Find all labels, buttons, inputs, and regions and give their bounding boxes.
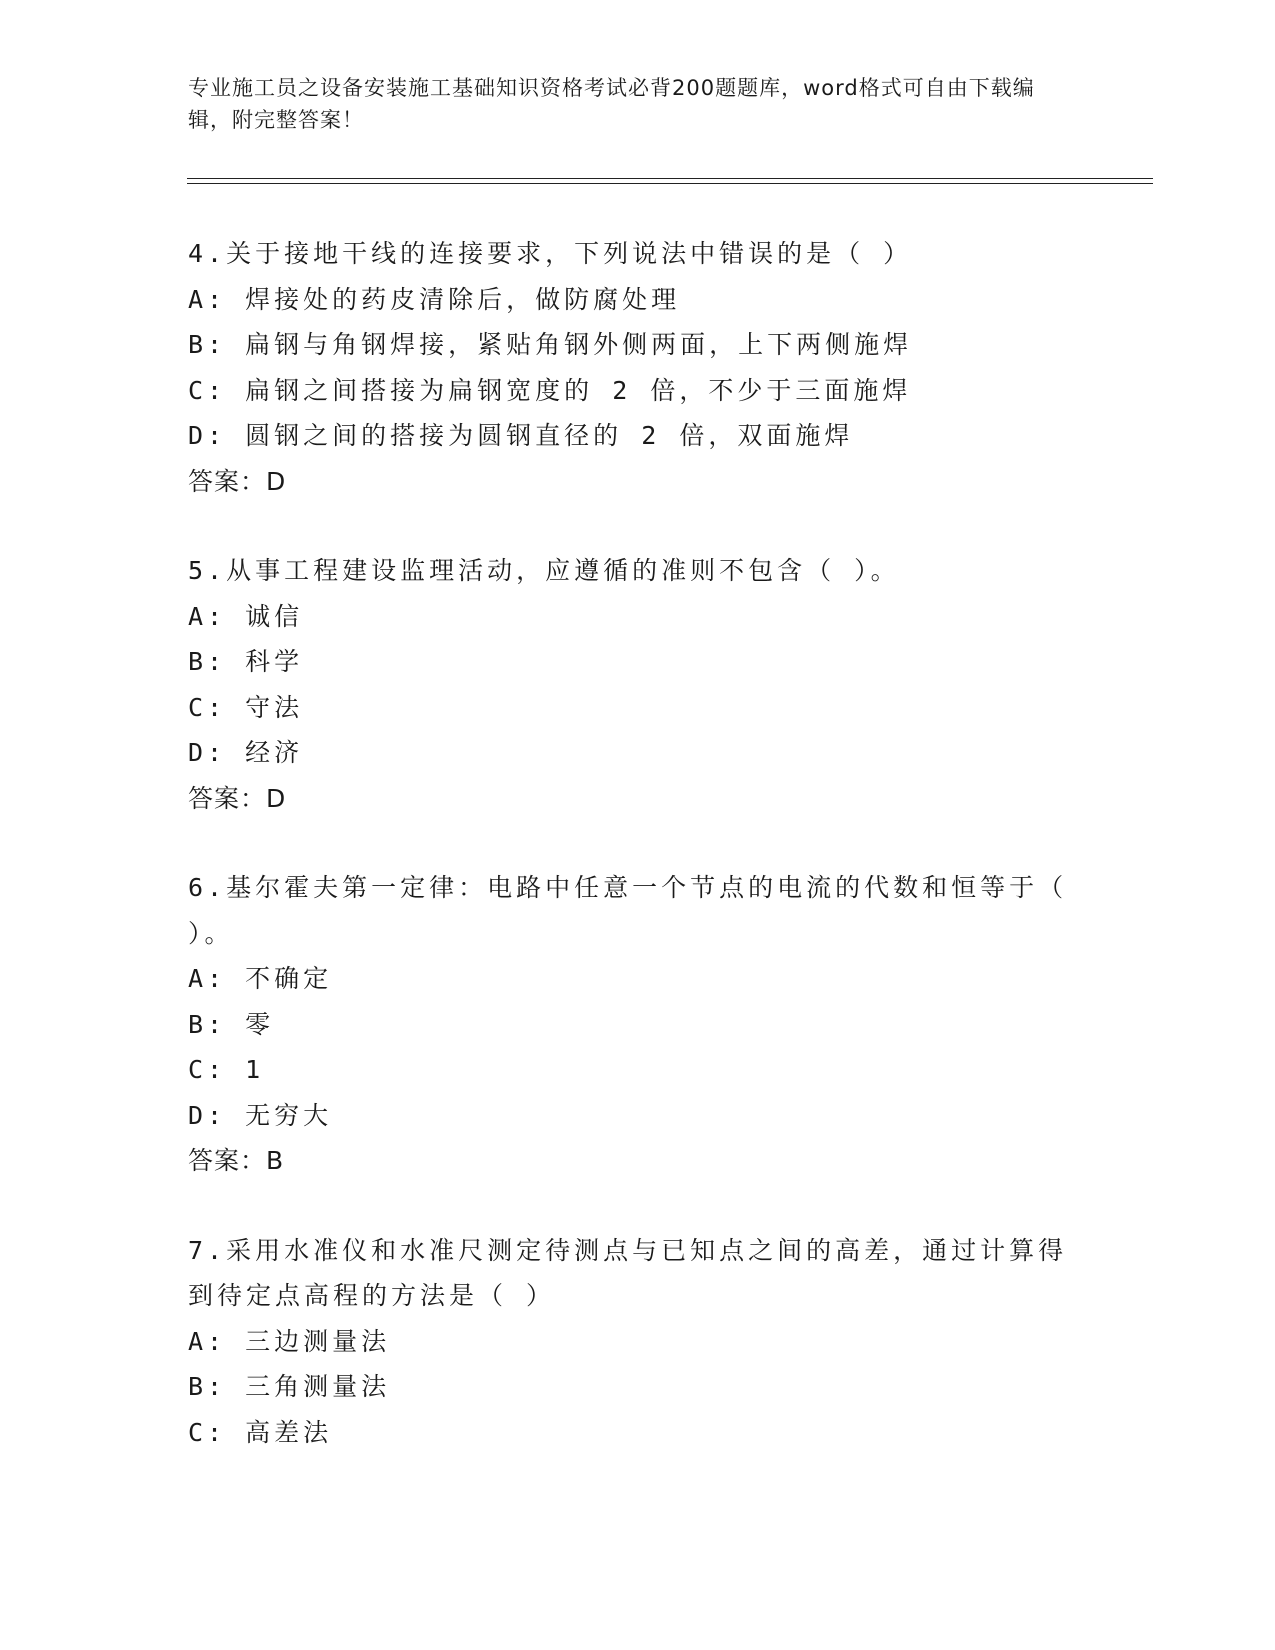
answer-line: 答案：D — [188, 783, 287, 813]
option-label: A: — [188, 964, 227, 993]
option-c — [188, 1410, 1088, 1456]
option-text: 科学 — [245, 647, 304, 676]
header-divider-top — [187, 178, 1153, 179]
option-a — [188, 594, 1088, 640]
option-a — [188, 277, 1088, 323]
option-b — [188, 1002, 1088, 1048]
document-header — [188, 72, 1068, 136]
option-text: 零 — [245, 1009, 275, 1039]
question-6 — [188, 865, 1088, 1184]
option-label: A: — [188, 1326, 227, 1356]
option-text: 圆钢之间的搭接为圆钢直径的 2 倍，双面施焊 — [245, 421, 854, 450]
option-text: 不确定 — [245, 964, 333, 993]
option-label: A: — [188, 601, 227, 631]
option-label: B: — [188, 1009, 227, 1039]
answer-line: 答案：B — [188, 1146, 285, 1175]
option-c — [188, 368, 1088, 414]
option-label: C: — [188, 1417, 227, 1447]
option-label: A: — [188, 284, 227, 314]
option-b — [188, 322, 1088, 368]
question-list — [188, 231, 1088, 1499]
option-text: 高差法 — [245, 1417, 333, 1447]
option-label: C: — [188, 375, 227, 405]
option-label: C: — [188, 692, 227, 722]
option-label: B: — [188, 330, 227, 359]
option-text: 三角测量法 — [245, 1372, 391, 1401]
option-text: 扁钢与角钢焊接，紧贴角钢外侧两面，上下两侧施焊 — [245, 330, 913, 359]
question-4 — [188, 231, 1088, 504]
option-text: 焊接处的药皮清除后，做防腐处理 — [245, 284, 681, 314]
option-d — [188, 730, 1088, 776]
option-label: B: — [188, 1372, 227, 1401]
option-text: 守法 — [245, 692, 304, 722]
option-text: 扁钢之间搭接为扁钢宽度的 2 倍，不少于三面施焊 — [245, 375, 912, 405]
question-5 — [188, 548, 1088, 821]
option-c — [188, 1047, 1088, 1093]
option-label: B: — [188, 647, 227, 676]
option-d — [188, 413, 1088, 459]
question-stem: 6.基尔霍夫第一定律：电路中任意一个节点的电流的代数和恒等于（ ）。 — [188, 873, 1087, 948]
option-b — [188, 1364, 1088, 1410]
question-stem: 4.关于接地干线的连接要求，下列说法中错误的是（ ） — [188, 239, 913, 268]
option-c — [188, 685, 1088, 731]
option-a — [188, 1319, 1088, 1365]
option-label: D: — [188, 738, 227, 767]
document-title: 专业施工员之设备安装施工基础知识资格考试必背200题题库，word格式可自由下载编辑，附完整答案！ — [188, 76, 1035, 132]
option-label: C: — [188, 1055, 227, 1084]
option-a — [188, 956, 1088, 1002]
option-text: 1 — [245, 1055, 265, 1084]
option-b — [188, 639, 1088, 685]
question-7 — [188, 1228, 1088, 1456]
question-stem: 7.采用水准仪和水准尺测定待测点与已知点之间的高差，通过计算得到待定点高程的方法是（ ） — [188, 1235, 1068, 1310]
answer-line: 答案：D — [188, 466, 287, 496]
option-label: D: — [188, 1100, 227, 1130]
option-text: 经济 — [245, 738, 304, 767]
option-text: 无穷大 — [245, 1100, 333, 1130]
option-d — [188, 1093, 1088, 1139]
option-text: 三边测量法 — [245, 1326, 391, 1356]
option-label: D: — [188, 421, 227, 450]
header-divider-bottom — [187, 183, 1153, 184]
question-stem: 5.从事工程建设监理活动，应遵循的准则不包含（ ）。 — [188, 556, 900, 585]
option-text: 诚信 — [245, 601, 304, 631]
